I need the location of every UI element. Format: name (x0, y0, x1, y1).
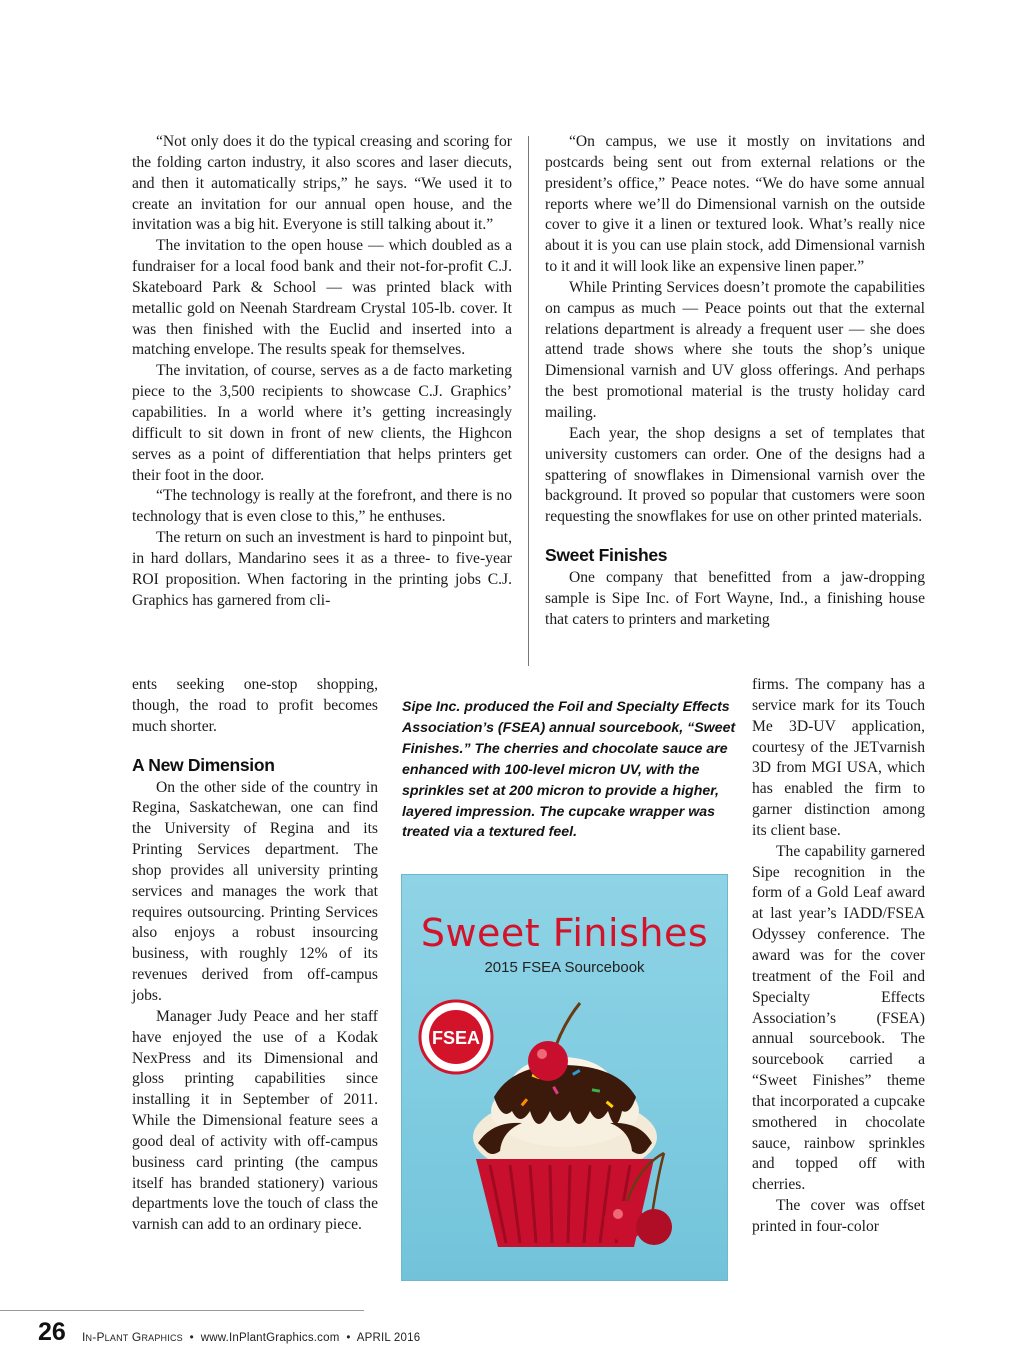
article-paragraph: Manager Judy Peace and her staff have enjoyed the use of a Kodak NexPress and its Dimensional and gloss printing capabilities since installing it in September of 2011. While the Dimensional feature sees a good deal of activity with off-campus business card printing (the campus itself has branded stationery) various departments love the touch of class the varnish can add to an ordinary piece. (132, 1007, 378, 1234)
cupcake-illustration-icon (402, 875, 728, 1281)
seal-text: FSEA (431, 1028, 481, 1048)
article-paragraph-continued: ents seeking one-stop shopping, though, the road to profit becomes much shorter. (132, 676, 378, 735)
cover-subtitle: 2015 FSEA Sourcebook (484, 959, 645, 976)
article-paragraph-continued: firms. The company has a service mark for its Touch Me 3D-UV application, courtesy of the JETvarnish 3D from MGI USA, which has enabled the firm to garner distinction among its client base. (752, 676, 925, 839)
article-paragraph: “The technology is really at the forefront, and there is no technology that is even close to this,” he enthuses. (132, 487, 512, 526)
footer-separator: • (189, 1332, 194, 1344)
article-paragraph: One company that benefitted from a jaw-dropping sample is Sipe Inc. of Fort Wayne, Ind., a finishing house that caters to printers and marketing (545, 569, 925, 628)
footer-rule (0, 1310, 364, 1311)
footer-issue-date: APRIL 2016 (356, 1332, 421, 1344)
footer-website: www.InPlantGraphics.com (200, 1332, 340, 1344)
article-paragraph: “On campus, we use it mostly on invitations and postcards being sent out from external relations or the president’s office,” Peace notes. “We do have some annual reports where we’ll do Dimensional varnish on the outside cover to give it a linen or textured look. What’s really nice about it is you can use plain stock, add Dimensional varnish to it and it will look like an expensive linen paper.” (545, 133, 925, 276)
article-paragraph: “Not only does it do the typical creasing and scoring for the folding carton industry, it also scores and laser diecuts, and then it automatically strips,” he says. “We used it to create an invitation for our annual open house, and the invitation was a big hit. Everyone is still talking about it.” (132, 133, 512, 234)
left-column-lower (132, 675, 378, 1236)
article-paragraph: On the other side of the country in Regina, Saskatchewan, one can find the University of Regina and its Printing Services department. The shop provides all university printing services and manages the work that requires outsourcing. Printing Services also enjoys a robust insourcing business, with roughly 12% of its revenues derived from off-campus jobs. (132, 778, 378, 1004)
right-column (545, 132, 925, 631)
article-paragraph: The cover was offset printed in four-color (752, 1197, 925, 1235)
section-heading-sweet-finishes: Sweet Finishes (545, 545, 668, 566)
page-number: 26 (38, 1318, 66, 1346)
article-paragraph: While Printing Services doesn’t promote the capabilities on campus as much — Peace points out that the external relations department is already a frequent user — she does attend trade shows where she touts the shop’s unique Dimensional varnish and UV gloss offerings. And perhaps the best promotional material is the trusty holiday card mailing. (545, 278, 925, 421)
article-paragraph: The return on such an investment is hard to pinpoint but, in hard dollars, Mandarino sees it as a three- to five-year ROI proposition. When factoring in the printing jobs C.J. Graphics has garnered from cli- (132, 529, 512, 609)
footer-publication-line: IN-PLANT GRAPHICS • www.InPlantGraphics.com • APRIL 2016 (82, 1330, 421, 1344)
article-paragraph: Each year, the shop designs a set of templates that university customers can order. One of the designs had a spattering of snowflakes in Dimensional varnish over the background. It proved so popular that customers were soon requesting the snowflakes for use on other printed materials. (545, 424, 925, 526)
right-column-lower (752, 675, 925, 1238)
article-paragraph: The invitation, of course, serves as a de facto marketing piece to the 3,500 recipients to showcase C.J. Graphics’ capabilities. In a world where it’s getting increasingly difficult to sit down in front of new clients, the Highcon serves as a point of differentiation that helps printers get their foot in the door. (132, 362, 512, 484)
section-heading-a-new-dimension: A New Dimension (132, 754, 275, 775)
cover-title: Sweet Finishes (420, 911, 709, 955)
left-column (132, 132, 512, 611)
column-divider (528, 136, 529, 666)
sourcebook-cover-image (401, 874, 728, 1281)
footer-separator: • (346, 1332, 351, 1344)
article-paragraph: The capability garnered Sipe recognition in the form of a Gold Leaf award at last year’s IADD/FSEA Odyssey conference. The award was for the cover treatment of the Foil and Specialty Effects Association’s (FSEA) annual sourcebook. The sourcebook carried a “Sweet Finishes” theme that incorporated a cupcake smothered in chocolate sauce, rainbow sprinkles and topped off with cherries. (752, 842, 925, 1194)
article-paragraph: The invitation to the open house — which doubled as a fundraiser for a local food bank and their not-for-profit C.J. Skateboard Park & School — was printed black with metallic gold on Neenah Stardream Crystal 105-lb. cover. It was then finished with the Euclid and inserted into a matching envelope. The results speak for themselves. (132, 237, 512, 359)
image-caption: Sipe Inc. produced the Foil and Specialty Effects Association’s (FSEA) annual sourcebook, “Sweet Finishes.” The cherries and chocolate sauce are enhanced with 100-level micron UV, with the sprinkles set at 200 micron to provide a higher, layered impression. The cupcake wrapper was treated via a textured feel. (402, 699, 736, 841)
